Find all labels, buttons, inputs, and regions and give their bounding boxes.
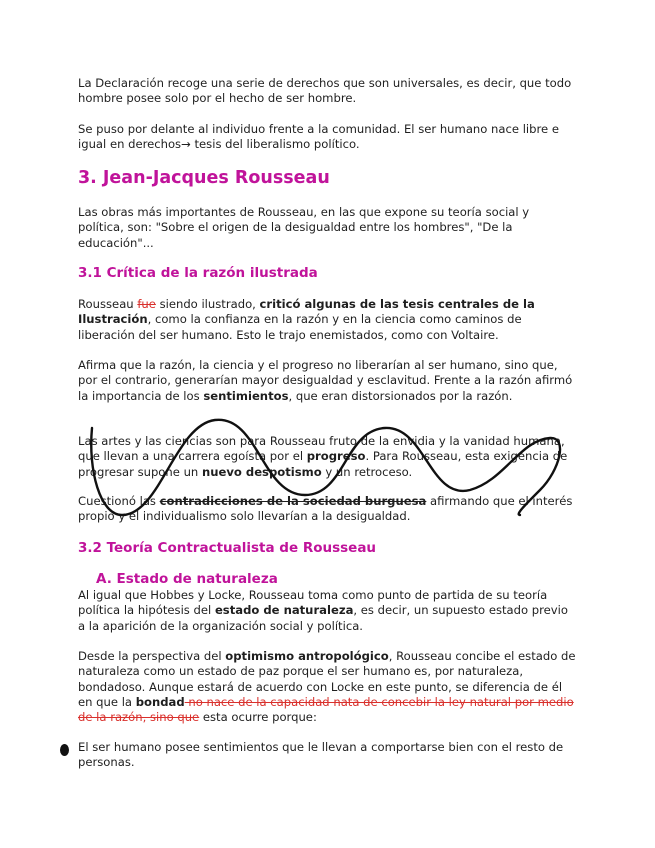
- heading-estado-naturaleza: A. Estado de naturaleza: [96, 571, 278, 587]
- heading-rousseau: 3. Jean-Jacques Rousseau: [78, 168, 330, 188]
- text: , que eran distorsionados por la razón.: [288, 388, 513, 403]
- strikethrough-text: no nace de la capacidad nata de concebir la ley natural por medio de la razón, sino que: [78, 694, 574, 725]
- text: Desde la perspectiva del: [78, 649, 226, 663]
- text: Al igual que Hobbes y Locke, Rousseau toma como punto de partida de su teoría política la hipótesis del: [78, 588, 548, 618]
- text: Cuestionó las: [78, 494, 160, 508]
- bold-text: criticó algunas de las tesis centrales de la Ilustración: [78, 297, 535, 327]
- paragraph-cuestiono: [78, 494, 578, 525]
- bold-text: nuevo despotismo: [201, 464, 322, 479]
- bullet-item: El ser humano posee sentimientos que le llevan a comportarse bien con el resto de personas.: [78, 740, 564, 770]
- text: . Para Rousseau, esta exigencia de progresar supone un: [78, 449, 568, 479]
- strikethrough-word: fue: [137, 297, 156, 311]
- text: Afirma que la razón, la ciencia y el progreso no liberarían al ser humano, sino que, por el contrario, generarían mayor desigualdad y esclavitud. Frente a la razón afirmó la importancia de los: [78, 358, 573, 403]
- text: , es decir, un supuesto estado previo a la aparición de la organización social y política.: [78, 603, 568, 633]
- paragraph-afirma: [78, 358, 578, 404]
- paragraph-critica: [78, 297, 578, 343]
- text: , Rousseau concibe el estado de naturaleza como un estado de paz porque el ser humano es, por naturaleza, bondadoso. Aunque estará de acuerdo con Locke en este punto, se diferencia de él en que la: [78, 649, 576, 709]
- text: siendo ilustrado,: [155, 297, 260, 311]
- text: afirmando que el interés propio y el individualismo solo llevarían a la desigualdad.: [78, 494, 573, 524]
- text: Las artes y las ciencias son para Rousseau fruto de la envidia y la vanidad humana, que llevan a una carrera egoísta por el: [78, 434, 565, 464]
- text: y un retroceso.: [321, 464, 413, 479]
- bold-text: estado de naturaleza: [214, 603, 354, 618]
- paragraph-hobbes-locke: [78, 588, 578, 634]
- bold-text: contradicciones de la sociedad burguesa: [159, 494, 427, 508]
- text: , como la confianza en la razón y en la ciencia como caminos de liberación del ser humano. Esto le trajo enemistados, como con Voltaire.: [78, 312, 522, 342]
- paragraph-obras: Las obras más importantes de Rousseau, en las que expone su teoría social y política, son: "Sobre el origen de la desigualdad entre los hombres", "De la educación"...: [78, 205, 530, 250]
- heading-teoria-contractualista: 3.2 Teoría Contractualista de Rousseau: [78, 540, 377, 556]
- paragraph-artes: [78, 434, 578, 480]
- bold-text: optimismo antropológico: [225, 649, 389, 663]
- bold-text: sentimientos: [203, 388, 289, 403]
- paragraph-optimismo: [78, 649, 578, 725]
- text: Rousseau: [78, 297, 138, 311]
- text: esta ocurre porque:: [199, 710, 317, 725]
- heading-critica-razon: 3.1 Crítica de la razón ilustrada: [78, 265, 318, 281]
- bullet-dot-icon: [60, 744, 69, 756]
- bold-text: progreso: [306, 449, 366, 464]
- paragraph-individuo: Se puso por delante al individuo frente a la comunidad. El ser humano nace libre e igual en derechos→ tesis del liberalismo político.: [78, 122, 559, 152]
- bold-text: bondad: [135, 694, 185, 709]
- paragraph-declaracion: La Declaración recoge una serie de derechos que son universales, es decir, que todo hombre posee solo por el hecho de ser hombre.: [78, 76, 572, 106]
